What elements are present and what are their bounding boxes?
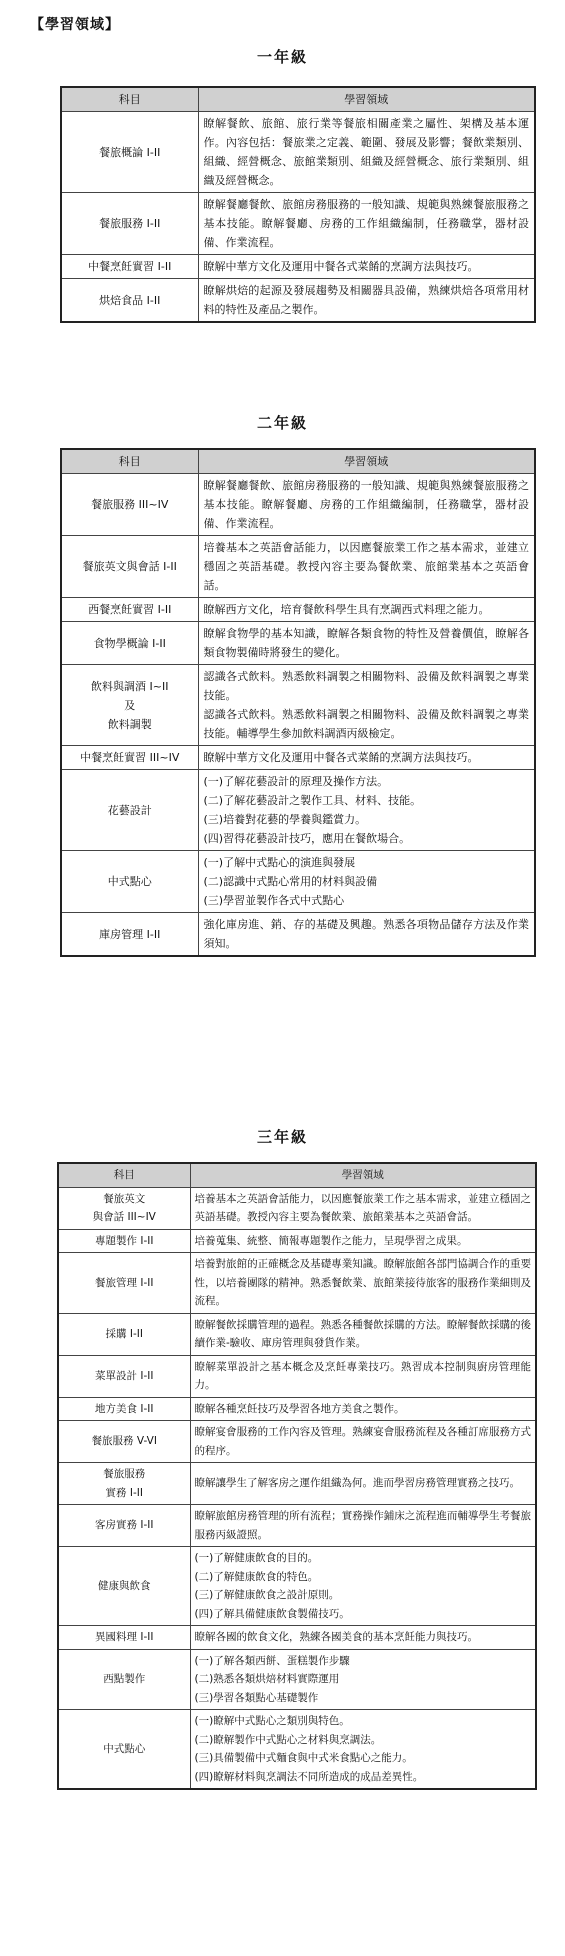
subject-cell [58,1355,190,1397]
table-header-row [61,87,535,112]
learning-area-text: (二)熟悉各類烘焙材料實際運用 [194,1673,340,1685]
table-row [61,279,535,323]
learning-area-cell [198,112,535,193]
subject-name: 中式點心 [103,1742,146,1755]
learning-area-cell [190,1505,536,1547]
learning-area-text: (一)了解中式點心的演進與發展 [203,856,356,869]
learning-area-cell [198,665,535,746]
learning-area-cell [190,1649,536,1710]
table-row [61,665,535,746]
subject-name: 及 [124,698,136,712]
learning-area-text: (四)習得花藝設計技巧，應用在餐飲場合。 [203,832,411,845]
table-row [61,851,535,913]
learning-area-text: 認識各式飲料。熟悉飲料調製之相關物料、設備及飲料調製之專業技能。輔導學生參加飲料調酒丙級檢定。 [203,708,529,740]
learning-area-text: (二)瞭解製作中式點心之材料與烹調法。 [194,1733,382,1746]
subject-name: 餐旅服務 [103,1468,146,1480]
column-header-subject: 科目 [61,449,198,474]
subject-name: 飲料調製 [107,717,152,731]
subject-cell [58,1187,190,1229]
learning-area-cell [198,851,535,913]
subject-cell [61,770,198,851]
learning-area-cell [198,622,535,665]
learning-area-text: 瞭解餐廳餐飲、旅館房務服務的一般知識、規範與熟練餐旅服務之基本技能。瞭解餐廳、房務的工作組織編制，任務職掌，器材設備、作業流程。 [203,198,529,249]
subject-cell [61,665,198,746]
subject-name: 餐旅管理 I-II [95,1276,154,1289]
learning-area-cell [190,1187,536,1229]
learning-area-text: (四)了解具備健康飲食製備技巧。 [194,1607,350,1620]
subject-name: 中式點心 [107,875,152,888]
learning-area-text: (三)具備製備中式麵食與中式米食點心之能力。 [194,1752,413,1764]
curriculum-table-year-3 [57,1162,537,1790]
subject-name: 花藝設計 [107,803,152,817]
table-row [58,1253,536,1314]
subject-cell [58,1649,190,1710]
learning-area-text: 培養蒐集、統整、簡報專題製作之能力，呈現學習之成果。 [194,1234,468,1247]
subject-cell [58,1313,190,1355]
table-row [58,1229,536,1253]
column-header-area: 學習領域 [190,1163,536,1187]
table-row [61,193,535,255]
table-header-row [61,449,535,474]
subject-cell [61,536,198,598]
learning-area-text: 瞭解中華方文化及運用中餐各式菜餚的烹調方法與技巧。 [203,260,479,273]
subject-cell [61,622,198,665]
learning-area-text: 培養基本之英語會話能力，以因應餐旅業工作之基本需求，並建立穩固之英語基礎。教授內容主要為餐飲業、旅館業基本之英語會話。 [203,541,529,592]
learning-area-text: (二)了解花藝設計之製作工具、材料、技能。 [203,794,422,807]
learning-area-text: (一)了解健康飲食的目的。 [194,1552,319,1564]
subject-name: 客房實務 I-II [95,1519,154,1532]
subject-name: 西點製作 [103,1673,146,1685]
learning-area-cell [190,1710,536,1790]
subject-name: 採購 I-II [105,1327,143,1340]
table-row [61,598,535,622]
learning-area-text: 瞭解餐廳餐飲、旅館房務服務的一般知識、規範與熟練餐旅服務之基本技能。瞭解餐廳、房務的工作組織編制，任務職掌，器材設備、作業流程。 [203,479,529,530]
table-header-row [58,1163,536,1187]
learning-area-text: 瞭解宴會服務的工作內容及管理。熟練宴會服務流程及各種訂席服務方式的程序。 [194,1426,531,1457]
subject-cell [58,1229,190,1253]
curriculum-table-year-2 [60,448,536,957]
learning-area-text: 瞭解餐飲採購管理的過程。熟悉各種餐飲採購的方法。瞭解餐飲採購的後續作業-驗收、庫房管理與發貨作業。 [194,1318,531,1349]
subject-cell [61,598,198,622]
table-row [58,1187,536,1229]
learning-area-text: (二)了解健康飲食的特色。 [194,1570,319,1583]
subject-name: 中餐烹飪實習 III~IV [80,751,180,764]
subject-name: 餐旅概論 I-II [99,145,161,159]
subject-name: 餐旅英文 [103,1192,146,1205]
learning-area-text: (四)瞭解材料與烹調法不同所造成的成品差異性。 [194,1770,424,1783]
subject-cell [58,1626,190,1650]
learning-area-text: 瞭解菜單設計之基本概念及烹飪專業技巧。熟習成本控制與廚房管理能力。 [194,1360,531,1391]
learning-area-text: 瞭解旅館房務管理的所有流程；實務操作鋪床之流程進而輔導學生考餐旅服務丙級證照。 [194,1510,531,1541]
learning-area-cell [190,1253,536,1314]
table-row [58,1626,536,1650]
table-row [61,474,535,536]
learning-area-cell [190,1421,536,1463]
subject-name: 烘焙食品 I-II [99,293,161,307]
subject-name: 實務 I-II [105,1486,143,1499]
subject-name: 餐旅服務 I-II [99,217,161,230]
subject-cell [61,913,198,957]
table-row [61,770,535,851]
subject-cell [58,1547,190,1626]
learning-area-text: 瞭解讓學生了解客房之運作組織為何。進而學習房務管理實務之技巧。 [194,1477,520,1490]
learning-area-text: 瞭解各種烹飪技巧及學習各地方美食之製作。 [194,1402,405,1415]
column-header-area: 學習領域 [198,87,535,112]
subject-name: 庫房管理 I-II [99,927,161,941]
subject-cell [61,474,198,536]
subject-name: 中餐烹飪實習 I-II [88,260,172,273]
subject-cell [58,1253,190,1314]
table-row [58,1547,536,1626]
subject-name: 專題製作 I-II [95,1234,154,1247]
table-row [61,746,535,770]
subject-cell [58,1421,190,1463]
learning-area-text: 瞭解烘焙的起源及發展趨勢及相關器具設備，熟練烘焙各項常用材料的特性及產品之製作。 [203,284,529,316]
learning-area-text: 認識各式飲料。熟悉飲料調製之相關物料、設備及飲料調製之專業技能。 [203,670,529,702]
learning-area-text: 強化庫房進、銷、存的基礎及興趣。熟悉各項物品儲存方法及作業須知。 [203,918,529,950]
learning-area-text: (一)了解花藝設計的原理及操作方法。 [203,775,389,788]
subject-cell [58,1710,190,1790]
subject-cell [58,1397,190,1421]
subject-cell [58,1463,190,1505]
learning-area-cell [198,193,535,255]
learning-area-text: 培養基本之英語會話能力，以因應餐旅業工作之基本需求，並建立穩固之英語基礎。教授內容主要為餐飲業、旅館業基本之英語會話。 [194,1192,531,1223]
table-row [61,255,535,279]
table-row [58,1397,536,1421]
learning-area-text: (三)了解健康飲食之設計原則。 [194,1589,340,1601]
subject-name: 西餐烹飪實習 I-II [88,603,172,616]
year-title-3: 三年級 [256,1128,308,1146]
learning-area-cell [198,913,535,957]
table-row [58,1463,536,1505]
learning-area-cell [198,770,535,851]
learning-area-cell [190,1547,536,1626]
learning-area-cell [190,1229,536,1253]
learning-area-cell [190,1397,536,1421]
subject-name: 異國料理 I-II [95,1631,154,1643]
subject-name: 菜單設計 I-II [95,1369,154,1382]
learning-area-text: 瞭解各國的飲食文化，熟練各國美食的基本烹飪能力與技巧。 [194,1631,478,1643]
column-header-subject: 科目 [61,87,198,112]
learning-area-cell [190,1626,536,1650]
learning-area-cell [190,1355,536,1397]
table-row [58,1355,536,1397]
subject-cell [61,279,198,323]
learning-area-cell [190,1313,536,1355]
learning-area-cell [198,255,535,279]
curriculum-table-year-1 [60,86,536,323]
learning-area-text: (三)學習並製作各式中式點心 [203,894,345,907]
table-row [61,913,535,957]
learning-area-cell [198,598,535,622]
year-title-2: 二年級 [256,414,308,432]
learning-area-text: 瞭解中華方文化及運用中餐各式菜餚的烹調方法與技巧。 [203,751,479,764]
subject-cell [61,255,198,279]
learning-area-text: 培養對旅館的正確概念及基礎專業知識。瞭解旅館各部門協調合作的重要性，以培養團隊的精神。熟悉餐飲業、旅館業接待旅客的服務作業細則及流程。 [194,1258,531,1307]
table-row [58,1505,536,1547]
table-row [58,1710,536,1790]
learning-area-cell [190,1463,536,1505]
subject-name: 餐旅服務 V-VI [91,1435,157,1448]
learning-area-text: (一)瞭解中式點心之類別與特色。 [194,1715,350,1727]
learning-area-text: (二)認識中式點心常用的材料與設備 [203,875,378,888]
subject-name: 健康與飲食 [98,1579,151,1592]
learning-area-text: (三)培養對花藝的學養與鑑賞力。 [203,813,367,826]
subject-name: 食物學概論 I-II [93,636,166,650]
learning-area-cell [198,279,535,323]
subject-name: 與會話 III~IV [92,1211,156,1223]
page-heading: 【學習領域】 [30,17,120,33]
subject-cell [61,851,198,913]
subject-cell [58,1505,190,1547]
subject-cell [61,193,198,255]
subject-name: 地方美食 I-II [95,1402,154,1415]
table-row [58,1421,536,1463]
table-row [58,1313,536,1355]
column-header-subject: 科目 [58,1163,190,1187]
table-row [61,112,535,193]
learning-area-text: 瞭解食物學的基本知識，瞭解各類食物的特性及營養價值，瞭解各類食物製備時將發生的變化。 [203,627,529,659]
learning-area-text: (一)了解各類西餅、蛋糕製作步驟 [194,1654,350,1667]
subject-name: 餐旅英文與會話 I-II [82,560,177,573]
learning-area-cell [198,474,535,536]
learning-area-cell [198,536,535,598]
table-row [61,622,535,665]
subject-name: 餐旅服務 III~IV [91,498,169,511]
table-row [61,536,535,598]
column-header-area: 學習領域 [198,449,535,474]
learning-area-cell [198,746,535,770]
learning-area-text: 瞭解西方文化，培育餐飲科學生具有烹調西式料理之能力。 [203,603,490,616]
subject-cell [61,746,198,770]
year-title-1: 一年級 [256,48,308,66]
subject-name: 飲料與調酒 I~II [91,679,169,693]
learning-area-text: 瞭解餐飲、旅館、旅行業等餐旅相關產業之屬性、架構及基本運作。內容包括：餐旅業之定義、範圍、發展及影響；餐飲業類別、組織、經營概念、旅館業類別、組織及經營概念、旅行業類別、組織及經營概念。 [203,117,529,187]
learning-area-text: (三)學習各類點心基礎製作 [194,1691,319,1704]
subject-cell [61,112,198,193]
table-row [58,1649,536,1710]
